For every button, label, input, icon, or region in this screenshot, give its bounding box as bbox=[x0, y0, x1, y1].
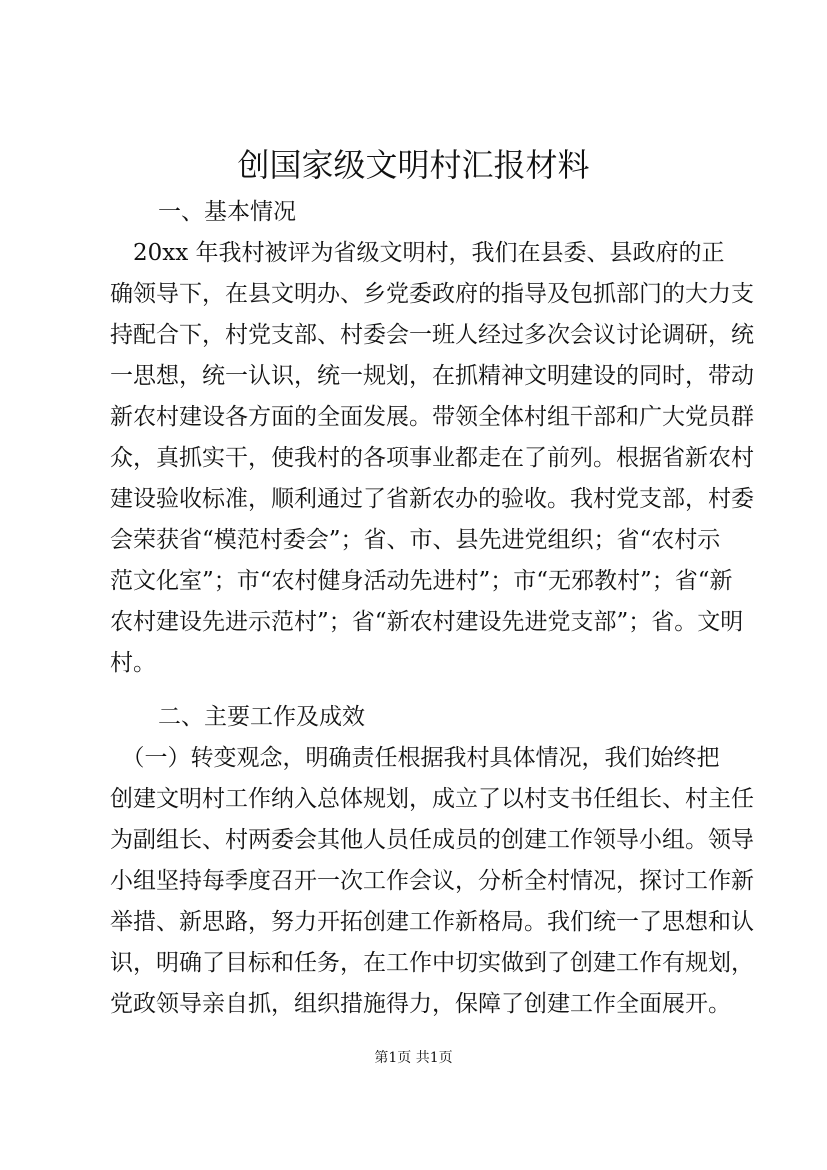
text-line: 创建文明村工作纳入总体规划，成立了以村支书任组长、村主任 bbox=[110, 786, 754, 812]
paragraph bbox=[110, 738, 754, 1025]
page-footer: 第1页 共1页 bbox=[374, 1050, 453, 1066]
text-line: 新农村建设各方面的全面发展。带领全体村组干部和广大党员群 bbox=[110, 404, 754, 430]
text-line: 众，真抓实干，使我村的各项事业都走在了前列。根据省新农村 bbox=[110, 445, 754, 471]
text-line: （一）转变观念，明确责任根据我村具体情况，我们始终把 bbox=[110, 745, 720, 771]
text-line: 农村建设先进示范村”；省“新农村建设先进党支部”；省。文明 bbox=[110, 609, 744, 635]
text-line: 党政领导亲自抓，组织措施得力，保障了创建工作全面展开。 bbox=[110, 991, 731, 1017]
text-line: 举措、新思路，努力开拓创建工作新格局。我们统一了思想和认 bbox=[110, 909, 754, 935]
section-heading: 二、主要工作及成效 bbox=[158, 704, 365, 730]
section-main-work bbox=[110, 697, 754, 1025]
text-line: 建设验收标准，顺利通过了省新农办的验收。我村党支部，村委 bbox=[110, 486, 754, 512]
section-heading: 一、基本情况 bbox=[158, 199, 296, 225]
text-line: 20xx 年我村被评为省级文明村，我们在县委、县政府的正 bbox=[110, 240, 725, 266]
text-line: 会荣获省“模范村委会”；省、市、县先进党组织；省“农村示 bbox=[110, 527, 721, 553]
text-line: 村。 bbox=[110, 650, 156, 676]
text-line: 持配合下，村党支部、村委会一班人经过多次会议讨论调研，统 bbox=[110, 322, 754, 348]
section-basic-info bbox=[110, 192, 754, 684]
text-line: 一思想，统一认识，统一规划，在抓精神文明建设的同时，带动 bbox=[110, 363, 754, 389]
text-line: 为副组长、村两委会其他人员任成员的创建工作领导小组。领导 bbox=[110, 827, 754, 853]
document-title: 创国家级文明村汇报材料 bbox=[237, 146, 590, 184]
text-line: 确领导下，在县文明办、乡党委政府的指导及包抓部门的大力支 bbox=[110, 281, 754, 307]
text-line: 范文化室”；市“农村健身活动先进村”；市“无邪教村”；省“新 bbox=[110, 568, 733, 594]
text-line: 识，明确了目标和任务，在工作中切实做到了创建工作有规划， bbox=[110, 950, 754, 976]
paragraph bbox=[110, 233, 754, 684]
text-line: 小组坚持每季度召开一次工作会议，分析全村情况，探讨工作新 bbox=[110, 868, 754, 894]
